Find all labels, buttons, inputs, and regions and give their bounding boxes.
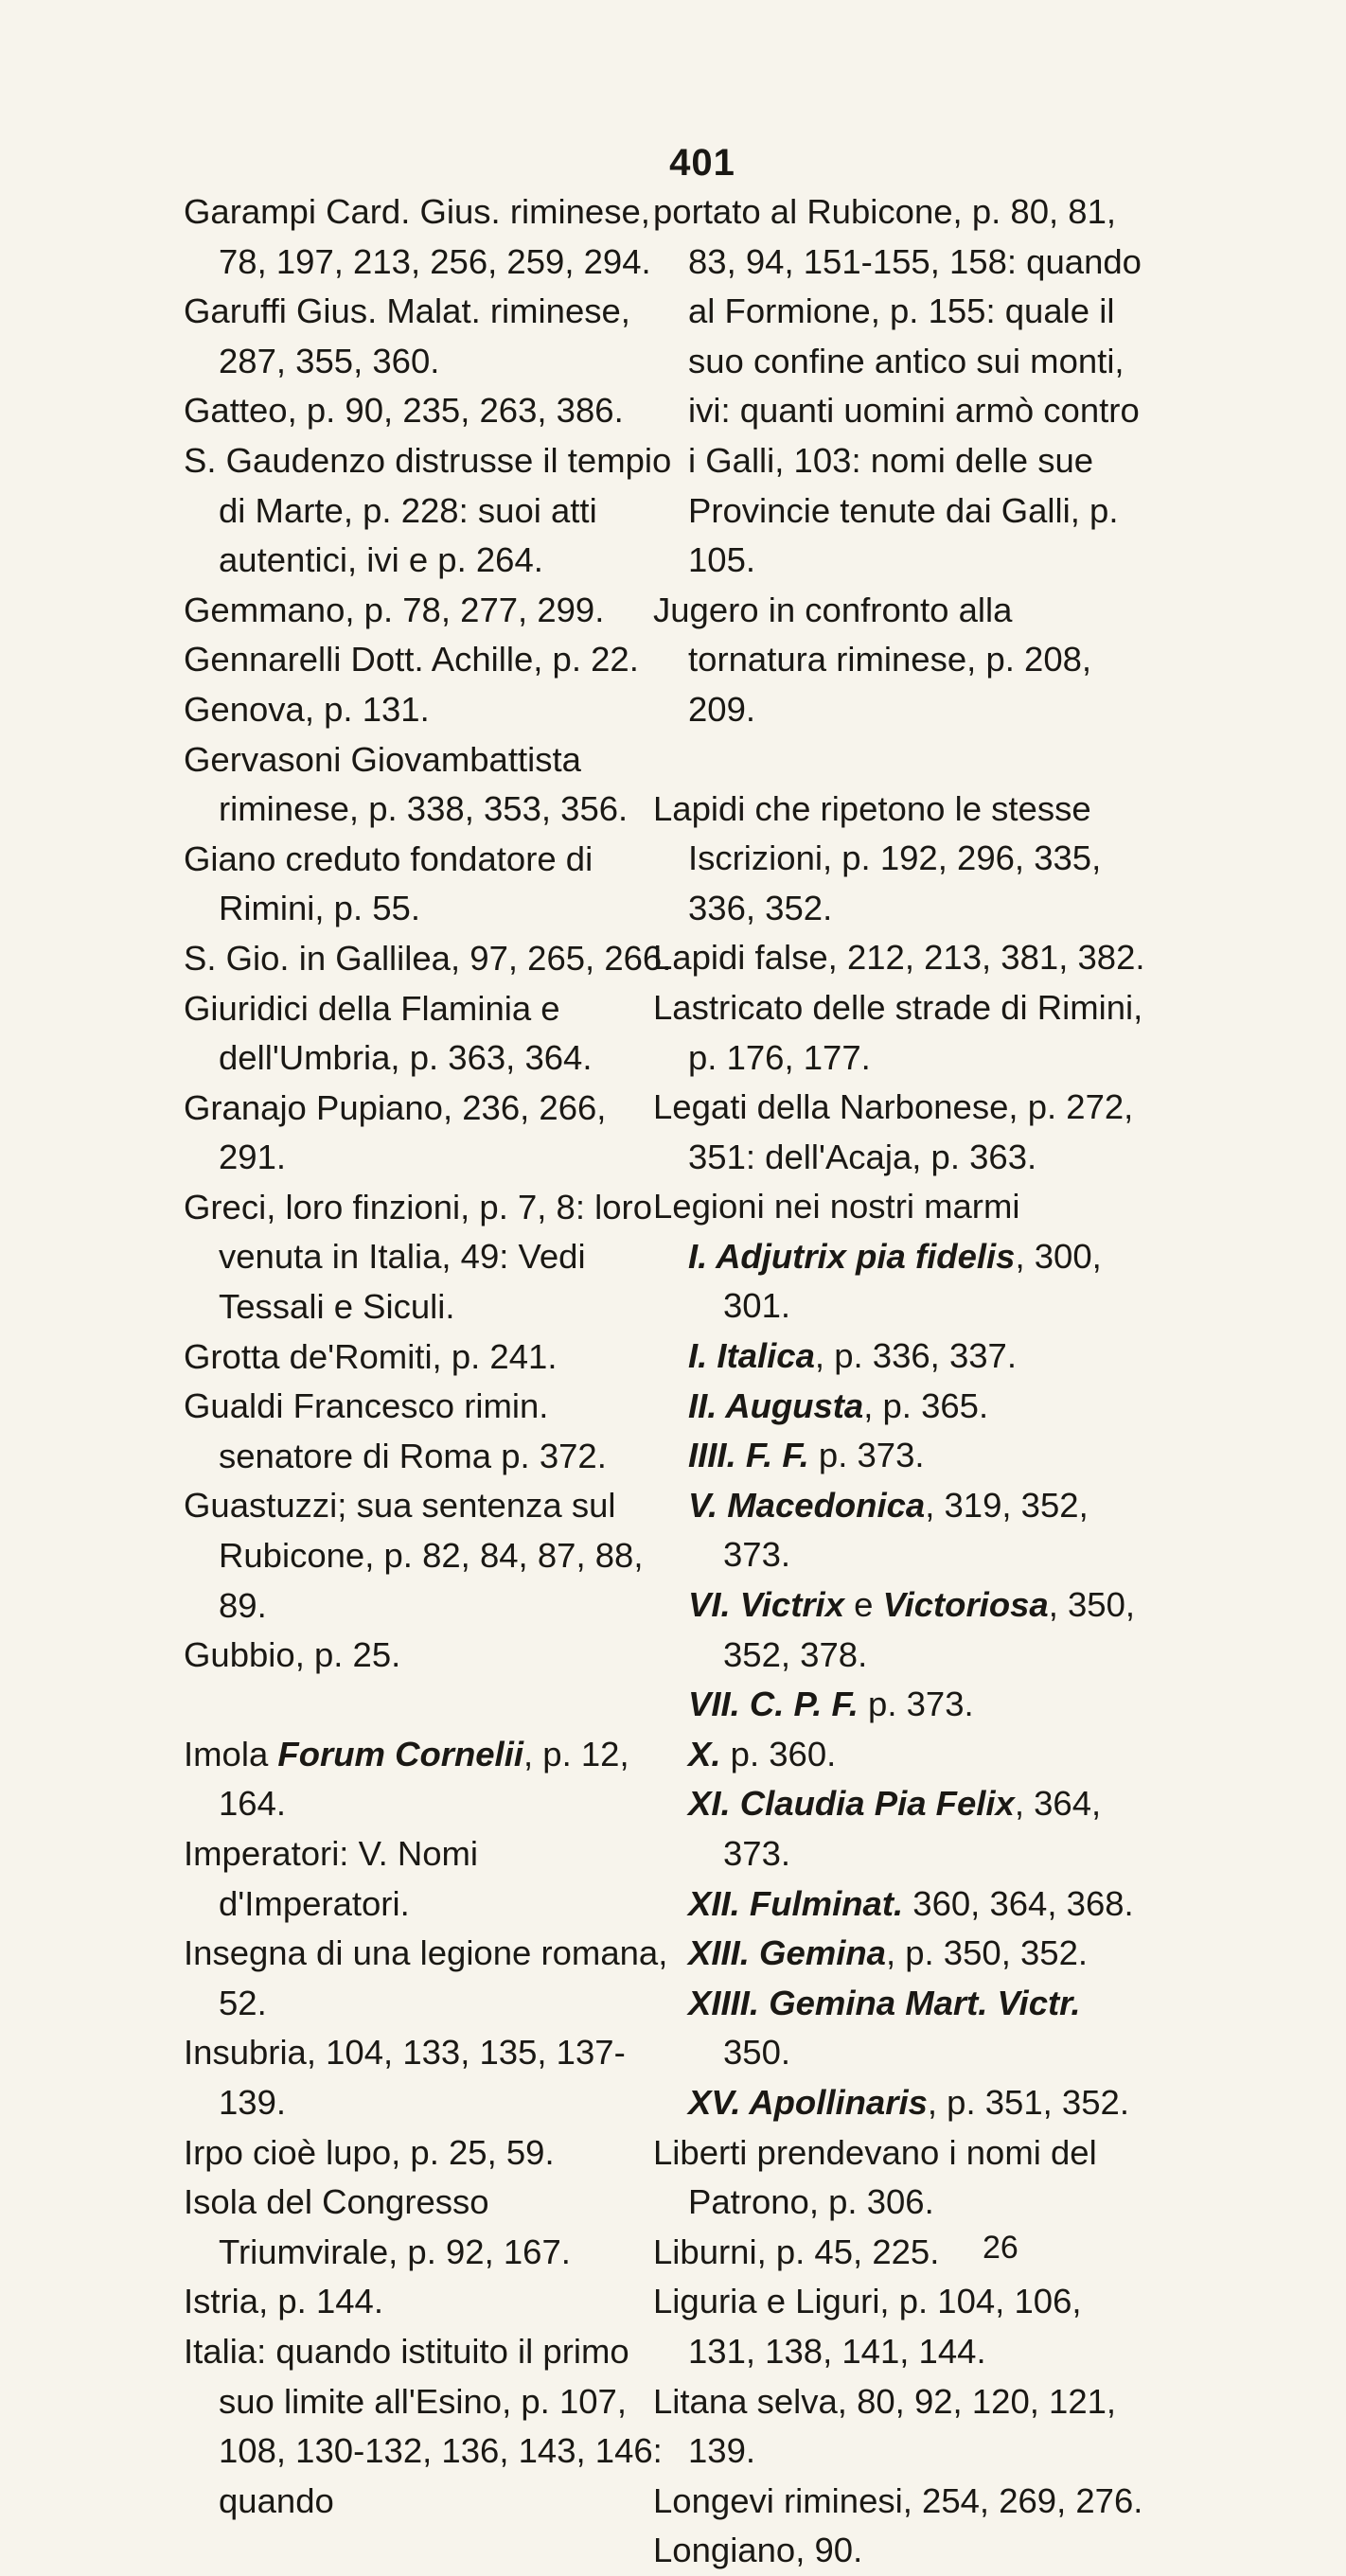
index-entry	[688, 1879, 1155, 1930]
entry-text: Legioni nei nostri marmi	[653, 1187, 1020, 1226]
entry-latin-term: II. Augusta	[688, 1385, 864, 1425]
entry-latin-term: XI. Claudia Pia Felix	[688, 1784, 1015, 1824]
index-entry	[184, 2277, 676, 2327]
index-entry	[688, 1680, 1155, 1730]
entry-text: Insubria, 104, 133, 135, 137-139.	[184, 2033, 626, 2122]
entry-text: , p. 351, 352.	[927, 2082, 1129, 2122]
entry-text: , p. 12, 164.	[219, 1734, 629, 1824]
right-column	[653, 187, 1155, 2576]
index-entry	[653, 2477, 1155, 2527]
entry-text: Liguria e Liguri, p. 104, 106, 131, 138, 141, 144.	[653, 2282, 1082, 2371]
entry-text: Imola	[184, 1734, 278, 1773]
entry-text: 360, 364, 368.	[903, 1883, 1134, 1923]
index-entry	[653, 1182, 1155, 1232]
entry-text: Lapidi che ripetono le stesse Iscrizioni, p. 192, 296, 335, 336, 352.	[653, 788, 1102, 927]
entry-text: Longiano, 90.	[653, 2531, 863, 2570]
entry-text: p. 360.	[720, 1734, 837, 1773]
entry-text: Gualdi Francesco rimin. senatore di Roma p. 372.	[184, 1386, 607, 1475]
index-entry	[184, 984, 676, 1084]
entry-text: Istria, p. 144.	[184, 2282, 383, 2321]
entry-text: Lapidi false, 212, 213, 381, 382.	[653, 938, 1145, 978]
entry-text: Isola del Congresso Triumvirale, p. 92, 167.	[184, 2182, 571, 2271]
entry-text: Italia: quando istituito il primo suo limite all'Esino, p. 107, 108, 130-132, 136, 143, 146: quando	[184, 2331, 663, 2520]
entry-latin-term: Forum Cornelii	[277, 1734, 523, 1773]
index-entry	[184, 2028, 676, 2127]
entry-text: Longevi riminesi, 254, 269, 276.	[653, 2480, 1143, 2520]
index-entry	[653, 2228, 1155, 2278]
index-entry	[184, 586, 676, 636]
index-entry	[184, 1829, 676, 1929]
index-entry	[184, 1631, 676, 1681]
index-entry	[184, 1382, 676, 1481]
index-entry	[184, 1183, 676, 1332]
index-entry	[653, 2377, 1155, 2477]
index-entry	[653, 187, 1155, 586]
index-entry	[653, 586, 1155, 735]
entry-text: Litana selva, 80, 92, 120, 121, 139.	[653, 2381, 1117, 2471]
entry-text: e	[844, 1585, 883, 1625]
entry-text: Garuffi Gius. Malat. riminese, 287, 355, 360.	[184, 291, 630, 380]
index-entry	[653, 983, 1155, 1083]
entry-latin-term: XV. Apollinaris	[688, 2082, 928, 2122]
index-entry	[184, 685, 676, 735]
index-entry	[688, 1431, 1155, 1481]
index-entry	[653, 2277, 1155, 2376]
index-entry	[688, 1232, 1155, 1332]
index-entry	[184, 2327, 676, 2526]
index-entry	[653, 2128, 1155, 2228]
entry-text: , p. 365.	[863, 1385, 989, 1425]
entry-latin-term: VI. Victrix	[688, 1585, 844, 1625]
entry-text: Gervasoni Giovambattista riminese, p. 338, 353, 356.	[184, 739, 629, 829]
entry-latin-term: X.	[688, 1734, 721, 1773]
index-entry	[184, 2128, 676, 2179]
entry-latin-term: VII. C. P. F.	[688, 1685, 859, 1724]
index-entry	[688, 1779, 1155, 1879]
page-number: 401	[669, 142, 735, 184]
entry-text: Legati della Narbonese, p. 272, 351: dell'Acaja, p. 363.	[653, 1087, 1134, 1176]
entry-text: Imperatori: V. Nomi d'Imperatori.	[184, 1834, 479, 1923]
entry-text: Guastuzzi; sua sentenza sul Rubicone, p. 82, 84, 87, 88, 89.	[184, 1486, 644, 1625]
entry-text: Liberti prendevano i nomi del Patrono, p. 306.	[653, 2132, 1097, 2222]
index-entry	[688, 1382, 1155, 1432]
index-entry	[184, 2178, 676, 2277]
entry-latin-term: IIII. F. F.	[688, 1436, 809, 1475]
entry-text: S. Gio. in Gallilea, 97, 265, 266.	[184, 938, 672, 978]
entry-text: Gatteo, p. 90, 235, 263, 386.	[184, 391, 624, 431]
entry-text: Granajo Pupiano, 236, 266, 291.	[184, 1087, 607, 1177]
index-entry	[184, 1084, 676, 1183]
entry-latin-term: I. Italica	[688, 1336, 815, 1376]
index-entry	[184, 1730, 676, 1829]
index-entry	[688, 1481, 1155, 1580]
entry-text: Giuridici della Flaminia e dell'Umbria, p. 363, 364.	[184, 988, 593, 1078]
entry-text: , 319, 352, 373.	[723, 1485, 1089, 1575]
entry-latin-term: XIIII. Gemina Mart. Victr.	[688, 1983, 1081, 2022]
entry-text: S. Gaudenzo distrusse il tempio di Marte, p. 228: suoi atti autentici, ivi e p. 264.	[184, 440, 672, 580]
index-entry	[653, 2526, 1155, 2576]
index-entry	[688, 1730, 1155, 1780]
index-entry	[184, 1332, 676, 1383]
index-entry	[653, 785, 1155, 934]
entry-latin-term: Victoriosa	[882, 1585, 1049, 1625]
index-entry	[688, 1979, 1155, 2078]
index-entry	[688, 1580, 1155, 1680]
entry-text: Gennarelli Dott. Achille, p. 22.	[184, 640, 639, 679]
entry-text: , 350, 352, 378.	[723, 1585, 1136, 1674]
entry-text: p. 373.	[858, 1685, 974, 1724]
entry-text: Irpo cioè lupo, p. 25, 59.	[184, 2132, 555, 2172]
index-entry	[184, 287, 676, 386]
entry-text: Lastricato delle strade di Rimini, p. 176, 177.	[653, 987, 1143, 1077]
entry-text: , p. 336, 337.	[814, 1336, 1017, 1376]
entry-text: Gubbio, p. 25.	[184, 1635, 401, 1675]
index-entry	[653, 933, 1155, 983]
index-entry	[184, 835, 676, 934]
entry-text: Genova, p. 131.	[184, 689, 430, 729]
entry-text: portato al Rubicone, p. 80, 81, 83, 94, 151-155, 158: quando al Formione, p. 155: quale il suo confine antico sui monti, ivi: quanti uomini armò contro i Galli, 103: nomi delle sue Provincie tenute dai Galli, p. 105.	[653, 192, 1142, 580]
index-entry	[184, 934, 676, 984]
entry-text: Greci, loro finzioni, p. 7, 8: loro venuta in Italia, 49: Vedi Tessali e Siculi.	[184, 1187, 652, 1327]
index-entry	[688, 1332, 1155, 1382]
signature-mark: 26	[983, 2230, 1018, 2266]
entry-text: Giano creduto fondatore di Rimini, p. 55.	[184, 838, 593, 928]
entry-text: Gemmano, p. 78, 277, 299.	[184, 590, 605, 629]
entry-latin-term: XII. Fulminat.	[688, 1883, 904, 1923]
index-entry	[184, 386, 676, 436]
entry-text: , 300, 301.	[723, 1236, 1102, 1326]
index-entry	[184, 635, 676, 685]
entry-text: , p. 350, 352.	[885, 1933, 1089, 1973]
index-entry	[184, 1929, 676, 2028]
entry-text: Liburni, p. 45, 225.	[653, 2232, 940, 2271]
index-entry	[688, 1929, 1155, 1979]
left-column	[184, 187, 676, 2526]
entry-text: p. 373.	[808, 1436, 925, 1475]
index-entry	[184, 1481, 676, 1631]
entry-text: Insegna di una legione romana, 52.	[184, 1933, 668, 2022]
entry-text: 350.	[723, 2033, 791, 2073]
entry-latin-term: V. Macedonica	[688, 1485, 926, 1525]
entry-latin-term: XIII. Gemina	[688, 1933, 886, 1973]
index-entry	[688, 2078, 1155, 2128]
entry-text: Jugero in confronto alla tornatura riminese, p. 208, 209.	[653, 590, 1092, 729]
index-entry	[184, 187, 676, 287]
entry-latin-term: I. Adjutrix pia fidelis	[688, 1236, 1016, 1276]
index-entry	[184, 436, 676, 586]
entry-text: , 364, 373.	[723, 1784, 1102, 1873]
index-entry	[653, 1083, 1155, 1182]
entry-text: Grotta de'Romiti, p. 241.	[184, 1336, 558, 1376]
entry-text: Garampi Card. Gius. riminese, 78, 197, 213, 256, 259, 294.	[184, 192, 651, 281]
index-entry	[184, 735, 676, 835]
